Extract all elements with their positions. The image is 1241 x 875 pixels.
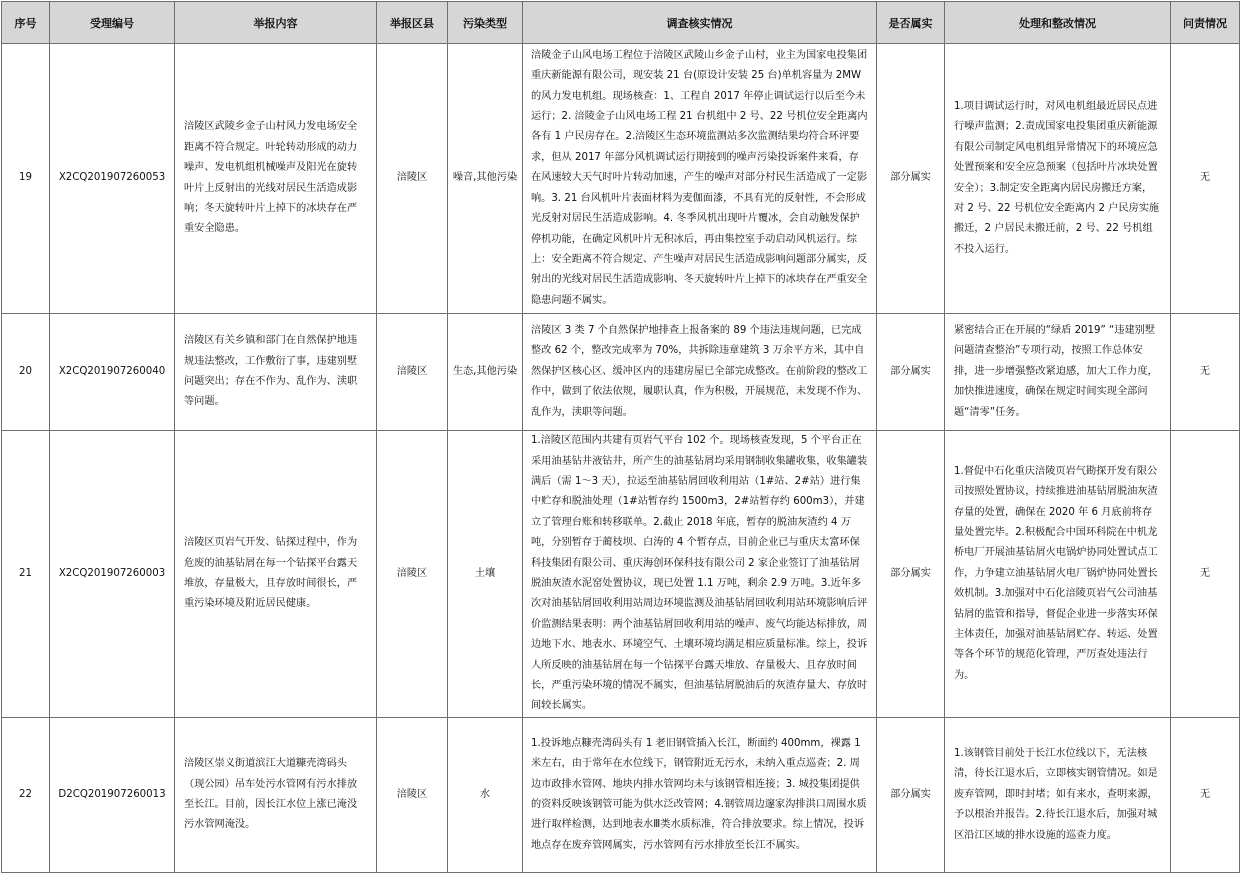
cell-district: 涪陵区 [377,314,448,431]
cell-accountability: 无 [1171,44,1240,314]
cell-case-id: X2CQ201907260053 [50,44,175,314]
cell-verified: 部分属实 [877,44,945,314]
header-investigation: 调查核实情况 [523,2,877,44]
cell-seq: 20 [2,314,50,431]
complaint-table [1,1,1240,873]
cell-investigation: 1.涪陵区范围内共建有页岩气平台 102 个。现场核查发现，5 个平台正在采用油基钻井液钻井，所产生的油基钻屑均采用钢制收集罐收集，收集罐装满后（需 1～3 天），拉运至油基钻屑回收利用站（1#站、2#站）进行集中贮存和脱油处理（1#站暂存约 1500m3，2#站暂存约 600m3），并建立了管理台账和转移联单。2.截止 2018 年底，暂存的脱油灰渣约 4 万吨，分别暂存于蔺枝坝、白涛的 4 个暂存点，目前企业已与重庆太富环保科技集团有限公司、重庆海创环保科技有限公司 2 家企业签订了油基钻屑脱油灰渣水泥窑处置协议，现已处置 1.1 万吨，剩余 2.9 万吨。3.近年多次对油基钻屑回收利用站周边环境监测及油基钻屑回收利用站环境影响后评价监测结果表明：两个油基钻屑回收利用站的噪声、废气均能达标排放，周边地下水、地表水、环境空气、土壤环境均满足相应质量标准。综上，投诉人所反映的油基钻屑在每一个钻探平台露天堆放、存量极大、且存放时间长，严重污染环境的情况不属实，但油基钻屑脱油后的灰渣存量大、存放时间较长属实。 [523,431,877,718]
cell-handling: 1.项目调试运行时，对风电机组最近居民点进行噪声监测；2.责成国家电投集团重庆新能源有限公司制定风电机组异常情况下的环境应急处置预案和安全应急预案（包括叶片冰块处置安全）；3.制定安全距离内居民房搬迁方案，对 2 号、22 号机位安全距离内 2 户民房实施搬迁，2 户居民未搬迁前，2 号、22 号机组不投入运行。 [945,44,1171,314]
cell-content: 涪陵区武陵乡金子山村风力发电场安全距离不符合规定。叶轮转动形成的动力噪声、发电机组机械噪声及阳光在旋转叶片上反射出的光线对居民生活造成影响；冬天旋转叶片上掉下的冰块存在严重安全隐患。 [175,44,377,314]
cell-seq: 21 [2,431,50,718]
header-row [2,2,1240,44]
cell-investigation: 1.投诉地点糠壳湾码头有 1 老旧钢管插入长江，断面约 400mm，裸露 1 米左右，由于常年在水位线下，钢管附近无污水，未纳入重点巡查；2. 周边市政排水管网、地块内排水管网均未与该钢管相连接；3. 城投集团提供的资料反映该钢管可能为供水泛改管网；4.钢管周边邃家沟排洪口周围水质进行取样检测，达到地表水Ⅲ类水质标准，符合排放要求。综上情况，投诉地点存在废弃管网属实，污水管网有污水排放至长江不属实。 [523,718,877,873]
header-verified: 是否属实 [877,2,945,44]
cell-accountability: 无 [1171,314,1240,431]
cell-district: 涪陵区 [377,718,448,873]
cell-case-id: D2CQ201907260013 [50,718,175,873]
cell-investigation: 涪陵区 3 类 7 个自然保护地排查上报备案的 89 个违法违规问题，已完成整改 62 个，整改完成率为 70%，共拆除违章建筑 3 万余平方米，其中自然保护区核心区、缓冲区内的违建房屋已全部完成整改。在前阶段的整改工作中，做到了依法依规，履职认真，作为积极，开展规范，未发现不作为、乱作为，渎职等问题。 [523,314,877,431]
cell-content: 涪陵区有关乡镇和部门在自然保护地违规违法整改，工作敷衍了事，违建别墅问题突出；存在不作为、乱作为、渎职等问题。 [175,314,377,431]
header-case-id: 受理编号 [50,2,175,44]
cell-seq: 22 [2,718,50,873]
cell-pollution-type: 水 [448,718,523,873]
header-district: 举报区县 [377,2,448,44]
table-row [2,431,1240,718]
cell-case-id: X2CQ201907260040 [50,314,175,431]
cell-seq: 19 [2,44,50,314]
cell-pollution-type: 土壤 [448,431,523,718]
cell-accountability: 无 [1171,431,1240,718]
cell-content: 涪陵区崇义街道滨江大道糠壳湾码头（现公园）吊车处污水管网有污水排放至长江。目前，因长江水位上涨已淹没污水管网淹没。 [175,718,377,873]
cell-district: 涪陵区 [377,44,448,314]
cell-pollution-type: 噪音,其他污染 [448,44,523,314]
cell-verified: 部分属实 [877,431,945,718]
cell-case-id: X2CQ201907260003 [50,431,175,718]
cell-pollution-type: 生态,其他污染 [448,314,523,431]
cell-handling: 1.该钢管目前处于长江水位线以下，无法核清，待长江退水后，立即核实钢管情况。如是废弃管网，即时封堵；如有来水，查明来源，予以根治并报告。2.待长江退水后，加强对城区沿江区域的排水设施的巡查力度。 [945,718,1171,873]
header-handling: 处理和整改情况 [945,2,1171,44]
header-accountability: 问责情况 [1171,2,1240,44]
cell-investigation: 涪陵金子山风电场工程位于涪陵区武陵山乡金子山村，业主为国家电投集团重庆新能源有限公司，现安装 21 台(原设计安装 25 台)单机容量为 2MW 的风力发电机组。现场核查：1、工程自 2017 年停止调试运行以后至今未运行；2. 涪陵金子山风电场工程 21 台机组中 2 号、22 号机位安全距离内各有 1 户民房存在。2.涪陵区生态环境监测站多次监测结果均符合环评要求，但从 2017 年部分风机调试运行期接到的噪声污染投诉案件来看，存在风速较大天气时叶片转动加速，产生的噪声对部分村民生活造成了一定影响。3. 21 台风机叶片表面材料为麦伽面漆，不具有光的反射性，不会形成光反射对居民生活造成影响。4. 冬季风机出现叶片覆冰，会自动触发保护停机功能，在确定风机叶片无积冰后，再由集控室手动启动风机运行。综上：安全距离不符合规定、产生噪声对居民生活造成影响问题部分属实，反射出的光线对居民生活造成影响、冬天旋转叶片上掉下的冰块存在严重安全隐患问题不属实。 [523,44,877,314]
header-pollution-type: 污染类型 [448,2,523,44]
table-row [2,314,1240,431]
cell-verified: 部分属实 [877,718,945,873]
cell-district: 涪陵区 [377,431,448,718]
cell-accountability: 无 [1171,718,1240,873]
cell-content: 涪陵区页岩气开发、钻探过程中，作为危废的油基钻屑在每一个钻探平台露天堆放，存量极大，且存放时间很长，严重污染环境及附近居民健康。 [175,431,377,718]
cell-verified: 部分属实 [877,314,945,431]
header-content: 举报内容 [175,2,377,44]
table-row [2,44,1240,314]
cell-handling: 1.督促中石化重庆涪陵页岩气勘探开发有限公司按照处置协议，持续推进油基钻屑脱油灰渣存量的处置，确保在 2020 年 6 月底前将存量处置完毕。2.积极配合中国环科院在中机龙桥电厂开展油基钻屑火电锅炉协同处置试点工作，力争建立油基钻屑火电厂锅炉协同处置长效机制。3.加强对中石化涪陵页岩气公司油基钻屑的监管和指导，督促企业进一步落实环保主体责任，加强对油基钻屑贮存、转运、处置等各个环节的规范化管理，严厉查处违法行为。 [945,431,1171,718]
cell-handling: 紧密结合正在开展的“绿盾 2019” “违建别墅问题清查整治”专项行动，按照工作总体安排，进一步增强整改紧迫感，加大工作力度，加快推进速度，确保在规定时间实现全部问题“清零”任务。 [945,314,1171,431]
table-row [2,718,1240,873]
header-seq: 序号 [2,2,50,44]
